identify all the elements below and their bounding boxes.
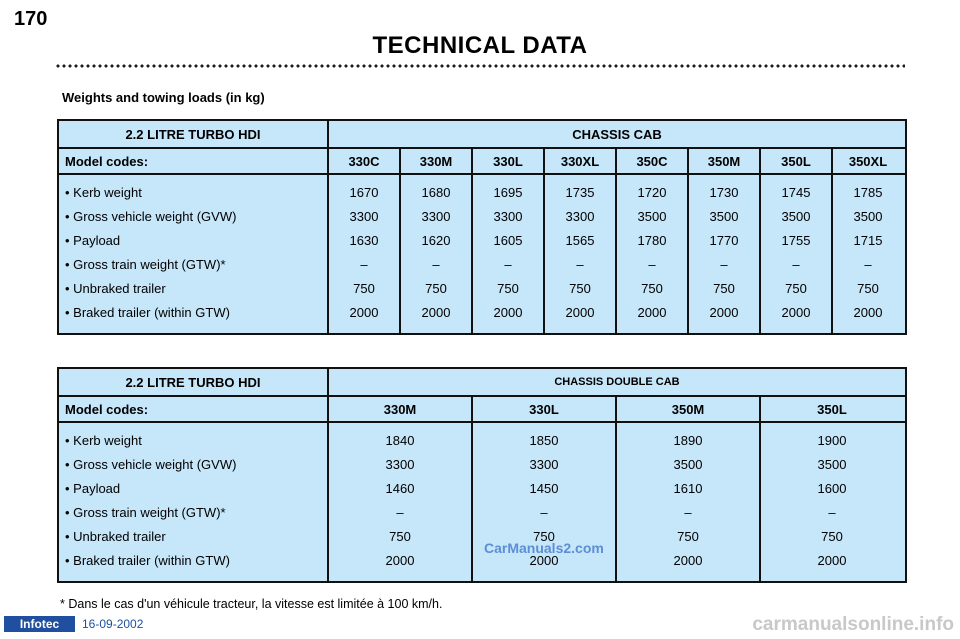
- table-cell: 750: [353, 281, 375, 296]
- row-labels-column: [59, 175, 329, 333]
- row-label: • Braked trailer (within GTW): [65, 305, 230, 320]
- model-code: 350C: [617, 149, 689, 173]
- chassis-cab-table: [57, 119, 907, 335]
- table-cell: 1695: [493, 185, 523, 200]
- site-watermark: carmanualsonline.info: [752, 614, 954, 635]
- value-column: [473, 423, 617, 581]
- table-cell: –: [432, 257, 440, 272]
- table-cell: 3500: [817, 457, 847, 472]
- table-cell: 2000: [349, 305, 379, 320]
- table-cell: 3500: [709, 209, 739, 224]
- value-column: [617, 423, 761, 581]
- value-column: [545, 175, 617, 333]
- footer-date: 16-09-2002: [82, 617, 144, 631]
- chassis-double-cab-table: [57, 367, 907, 583]
- table-cell: –: [684, 505, 692, 520]
- model-code: 350XL: [848, 153, 888, 169]
- table-cell: 1780: [637, 233, 667, 248]
- table-cell: 1450: [529, 481, 559, 496]
- page-title: TECHNICAL DATA: [372, 32, 588, 59]
- table-cell: 1620: [421, 233, 451, 248]
- table-cell: 1840: [385, 433, 415, 448]
- table-cell: 2000: [385, 553, 415, 568]
- model-code: 330C: [329, 149, 401, 173]
- value-column: [329, 423, 473, 581]
- watermark: CarManuals2.com: [484, 540, 604, 556]
- table-cell: 2000: [637, 305, 667, 320]
- table-cell: 750: [821, 529, 843, 544]
- row-label: • Unbraked trailer: [65, 529, 166, 544]
- table-cell: 2000: [709, 305, 739, 320]
- group-label: CHASSIS CAB: [572, 126, 662, 142]
- model-codes-row: [59, 149, 905, 175]
- table-cell: 2000: [493, 305, 523, 320]
- table-cell: –: [864, 257, 872, 272]
- table-cell: 1770: [709, 233, 739, 248]
- value-column: [761, 175, 833, 333]
- model-codes-label: Model codes:: [59, 149, 329, 173]
- table-cell: 3500: [673, 457, 703, 472]
- table-cell: 3500: [781, 209, 811, 224]
- value-column: [473, 175, 545, 333]
- table-cell: 1850: [529, 433, 559, 448]
- table-cell: 1610: [673, 481, 703, 496]
- dotted-divider: [55, 63, 905, 69]
- table-cell: 750: [389, 529, 411, 544]
- table-cell: 750: [677, 529, 699, 544]
- table-cell: 3300: [349, 209, 379, 224]
- table-cell: –: [576, 257, 584, 272]
- table-header-row: [59, 121, 905, 149]
- table-cell: 3300: [385, 457, 415, 472]
- table-cell: 3500: [853, 209, 883, 224]
- table-cell: –: [540, 505, 548, 520]
- row-label: • Payload: [65, 233, 121, 248]
- page-number: 170: [14, 8, 48, 30]
- table-cell: 2000: [673, 553, 703, 568]
- infotec-logo: Infotec: [4, 616, 75, 632]
- value-column: [689, 175, 761, 333]
- table-cell: 3300: [493, 209, 523, 224]
- section-subtitle: Weights and towing loads (in kg): [62, 90, 265, 105]
- table-cell: 750: [713, 281, 735, 296]
- table-cell: –: [828, 505, 836, 520]
- value-column: [617, 175, 689, 333]
- table-cell: 750: [785, 281, 807, 296]
- table-cell: 1890: [673, 433, 703, 448]
- table-cell: 3300: [565, 209, 595, 224]
- row-label: • Gross train weight (GTW)*: [65, 257, 226, 272]
- model-codes-row: [59, 397, 905, 423]
- table-cell: 1600: [817, 481, 847, 496]
- model-code: 350L: [817, 401, 847, 417]
- table-cell: 750: [533, 529, 555, 544]
- footnote: * Dans le cas d'un véhicule tracteur, la vitesse est limitée à 100 km/h.: [60, 597, 443, 611]
- table-cell: 2000: [853, 305, 883, 320]
- table-cell: 1745: [781, 185, 811, 200]
- table-cell: 3300: [421, 209, 451, 224]
- model-code: 330M: [329, 397, 473, 421]
- model-codes-label: Model codes:: [59, 397, 329, 421]
- table-cell: 2000: [529, 553, 559, 568]
- table-cell: 1755: [781, 233, 811, 248]
- row-label: • Gross vehicle weight (GVW): [65, 209, 237, 224]
- value-column: [833, 175, 903, 333]
- table-cell: 3500: [637, 209, 667, 224]
- table-cell: 1460: [385, 481, 415, 496]
- table-cell: 2000: [565, 305, 595, 320]
- table-cell: 750: [425, 281, 447, 296]
- table-cell: 1670: [349, 185, 379, 200]
- model-code: 350M: [689, 149, 761, 173]
- table-cell: 750: [857, 281, 879, 296]
- model-code: 330L: [473, 397, 617, 421]
- table-cell: –: [396, 505, 404, 520]
- table-cell: 1735: [565, 185, 595, 200]
- table-cell: –: [648, 257, 656, 272]
- model-code: 330M: [401, 149, 473, 173]
- row-label: • Kerb weight: [65, 433, 142, 448]
- table-cell: 750: [569, 281, 591, 296]
- table-cell: –: [792, 257, 800, 272]
- row-label: • Unbraked trailer: [65, 281, 166, 296]
- row-label: • Kerb weight: [65, 185, 142, 200]
- row-label: • Payload: [65, 481, 121, 496]
- engine-label: 2.2 LITRE TURBO HDI: [59, 369, 329, 395]
- table-header-row: [59, 369, 905, 397]
- table-cell: –: [720, 257, 728, 272]
- table-cell: 750: [641, 281, 663, 296]
- table-cell: 1720: [637, 185, 667, 200]
- model-code: 350M: [617, 397, 761, 421]
- model-code: 350L: [761, 149, 833, 173]
- table-cell: 1785: [853, 185, 883, 200]
- table-body: [59, 423, 905, 581]
- table-cell: 2000: [421, 305, 451, 320]
- engine-label: 2.2 LITRE TURBO HDI: [59, 121, 329, 147]
- table-cell: 1730: [709, 185, 739, 200]
- table-cell: 1605: [493, 233, 523, 248]
- row-labels-column: [59, 423, 329, 581]
- value-column: [761, 423, 903, 581]
- table-cell: –: [504, 257, 512, 272]
- group-label: CHASSIS DOUBLE CAB: [554, 376, 680, 388]
- table-cell: 1565: [565, 233, 595, 248]
- table-cell: 2000: [781, 305, 811, 320]
- value-column: [329, 175, 401, 333]
- row-label: • Gross vehicle weight (GVW): [65, 457, 237, 472]
- table-cell: –: [360, 257, 368, 272]
- table-cell: 2000: [817, 553, 847, 568]
- table-cell: 1900: [817, 433, 847, 448]
- model-code: 330L: [473, 149, 545, 173]
- table-cell: 1680: [421, 185, 451, 200]
- row-label: • Braked trailer (within GTW): [65, 553, 230, 568]
- table-cell: 1715: [853, 233, 883, 248]
- model-code: 330XL: [545, 149, 617, 173]
- row-label: • Gross train weight (GTW)*: [65, 505, 226, 520]
- table-cell: 750: [497, 281, 519, 296]
- table-cell: 1630: [349, 233, 379, 248]
- value-column: [401, 175, 473, 333]
- table-body: [59, 175, 905, 333]
- table-cell: 3300: [529, 457, 559, 472]
